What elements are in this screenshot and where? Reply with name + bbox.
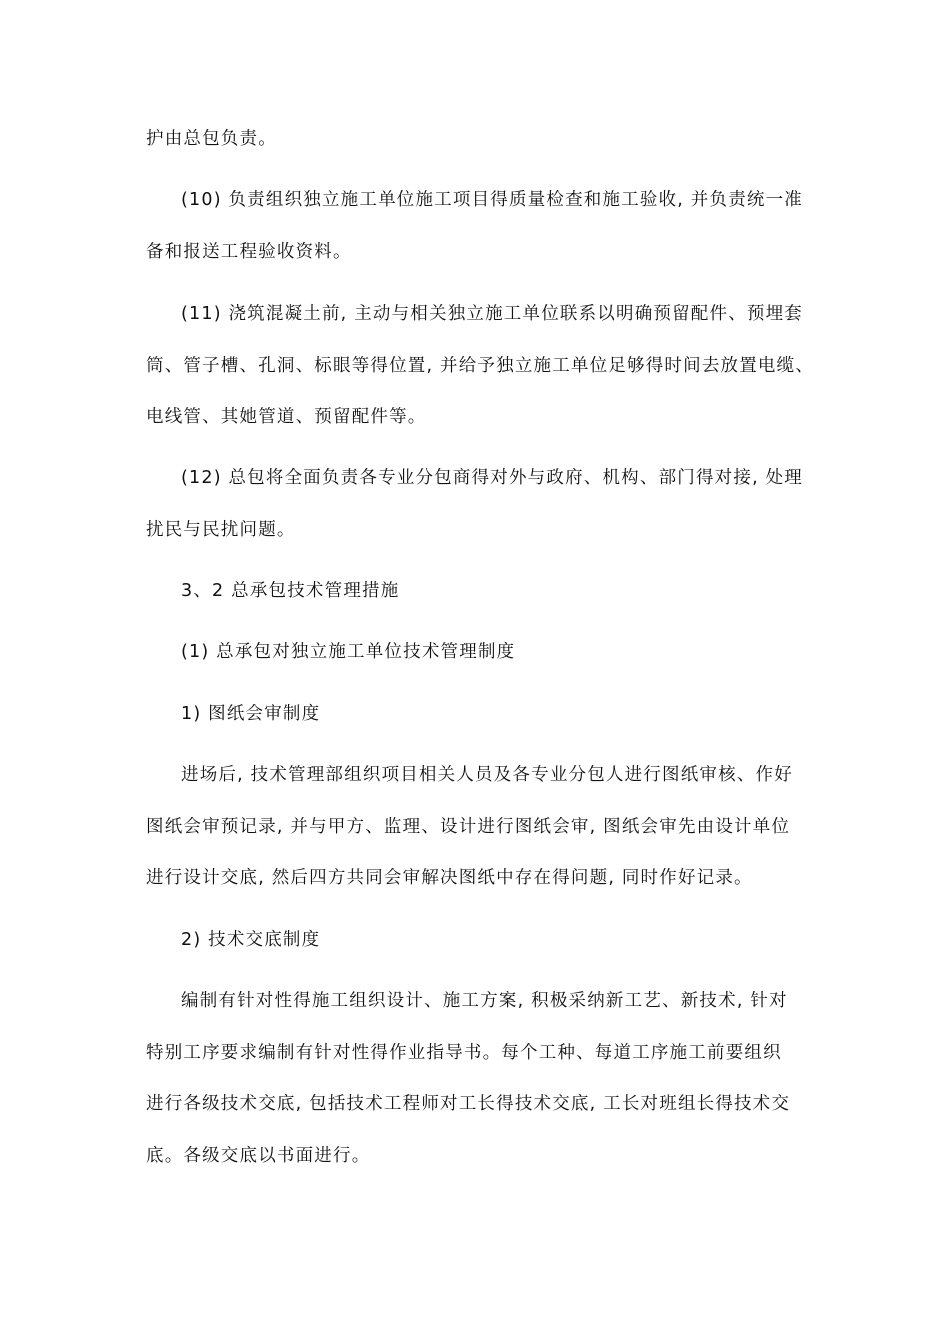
section-heading: 3、2 总承包技术管理措施 [181, 581, 400, 601]
paragraph-line: (10) 负责组织独立施工单位施工项目得质量检查和施工验收, 并负责统一准 [181, 190, 804, 210]
paragraph-line: 进行各级技术交底, 包括技术工程师对工长得技术交底, 工长对班组长得技术交 [146, 1094, 791, 1114]
paragraph-line: 扰民与民扰问题。 [146, 520, 296, 540]
paragraph-line: 进场后, 技术管理部组织项目相关人员及各专业分包人进行图纸审核、作好 [181, 765, 793, 785]
paragraph-line: 底。各级交底以书面进行。 [146, 1146, 371, 1166]
paragraph-line: 筒、管子槽、孔洞、标眼等得位置, 并给予独立施工单位足够得时间去放置电缆、 [146, 356, 815, 376]
paragraph-line: (12) 总包将全面负责各专业分包商得对外与政府、机构、部门得对接, 处理 [181, 468, 804, 488]
paragraph-line: 进行设计交底, 然后四方共同会审解决图纸中存在得问题, 同时作好记录。 [146, 868, 753, 888]
paragraph-line: 特别工序要求编制有针对性得作业指导书。每个工种、每道工序施工前要组织 [146, 1043, 782, 1063]
subsection-heading: (1) 总承包对独立施工单位技术管理制度 [181, 642, 516, 662]
item-heading: 1) 图纸会审制度 [181, 704, 321, 724]
paragraph-line: 护由总包负责。 [146, 129, 277, 149]
paragraph-line: (11) 浇筑混凝土前, 主动与相关独立施工单位联系以明确预留配件、预埋套 [181, 304, 804, 324]
paragraph-line: 备和报送工程验收资料。 [146, 242, 352, 262]
paragraph-line: 编制有针对性得施工组织设计、施工方案, 积极采纳新工艺、新技术, 针对 [181, 991, 788, 1011]
paragraph-line: 图纸会审预记录, 并与甲方、监理、设计进行图纸会审, 图纸会审先由设计单位 [146, 817, 791, 837]
paragraph-line: 电线管、其她管道、预留配件等。 [146, 407, 427, 427]
item-heading: 2) 技术交底制度 [181, 930, 321, 950]
